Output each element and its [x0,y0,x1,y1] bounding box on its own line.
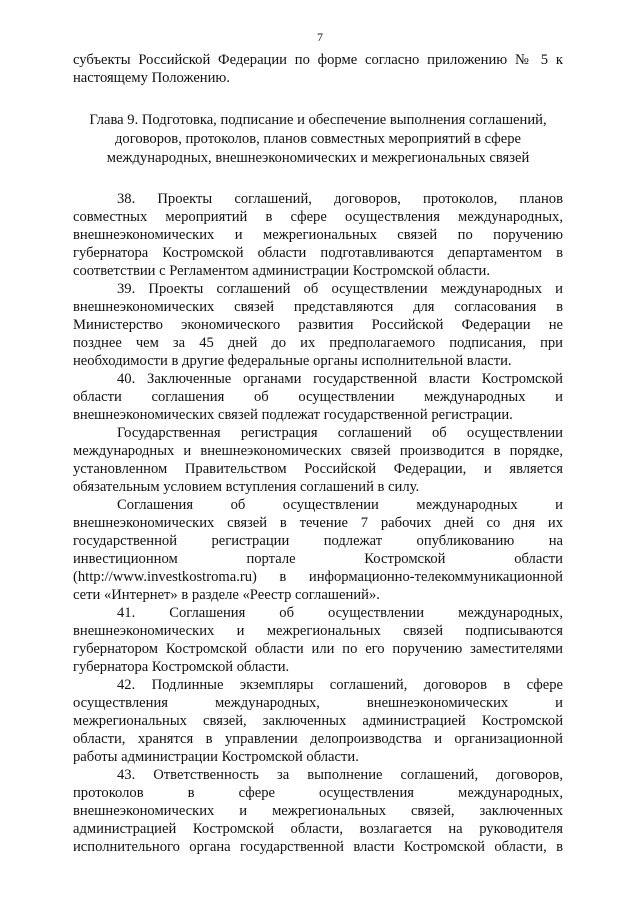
text-line: необходимости в другие федеральные органы исполнительной власти. [73,353,512,369]
text-line: инвестиционном портале Костромской области [73,551,563,567]
text-line: Соглашения об осуществлении международных и [117,497,563,513]
text-line: установленном Правительством Российской Федерации, и является [73,461,563,477]
text-line: администрацией Костромской области, возлагается на руководителя [73,821,563,837]
intro-paragraph [73,51,563,87]
text-line: исполнительного органа государственной власти Костромской области, в [73,839,563,855]
paragraph-state-registration [73,424,563,496]
text-line: губернатором Костромской области или по его поручению заместителями [73,641,563,657]
text-line: 38. Проекты соглашений, договоров, протоколов, планов [117,191,563,207]
text-line: внешнеэкономических и межрегиональных связей по поручению [73,227,563,243]
text-line: международных и внешнеэкономических связей производится в порядке, [73,443,563,459]
text-line: внешнеэкономических связей подлежат государственной регистрации. [73,407,513,423]
text-line: осуществления международных, внешнеэкономических и [73,695,563,711]
text-line: губернатора Костромской области. [73,659,290,675]
text-line: субъекты Российской Федерации по форме согласно приложению № 5 к [73,52,563,68]
text-line: 42. Подлинные экземпляры соглашений, договоров в сфере [117,677,563,693]
paragraph-38 [73,190,563,280]
paragraph-39 [73,280,563,370]
text-line: межрегиональных связей, заключенных администрацией Костромской [73,713,563,729]
chapter-heading [73,111,563,168]
text-line: губернатора Костромской области подготавливаются департаментом в [73,245,563,261]
text-line: внешнеэкономических и межрегиональных связей, заключенных [73,803,563,819]
text-line: области соглашения об осуществлении международных и [73,389,563,405]
text-line: протоколов в сфере осуществления международных, [73,785,563,801]
text-line: внешнеэкономических связей в течение 7 рабочих дней со дня их [73,515,563,531]
text-line: внешнеэкономических и межрегиональных связей подписываются [73,623,563,639]
paragraph-40 [73,370,563,424]
text-line: внешнеэкономических связей представляются для согласования в [73,299,563,315]
text-line: обязательным условием вступления соглашений в силу. [73,479,420,495]
text-line: сети «Интернет» в разделе «Реестр соглашений». [73,587,380,603]
text-line: совместных мероприятий в сфере осуществления международных, [73,209,563,225]
chapter-heading-line: Глава 9. Подготовка, подписание и обеспечение выполнения соглашений, [89,112,547,128]
text-line: государственной регистрации подлежат опубликованию на [73,533,563,549]
paragraph-42 [73,676,563,766]
text-line: соответствии с Регламентом администрации Костромской области. [73,263,490,279]
document-body [73,51,563,856]
text-line: области, хранятся в управлении делопроизводства и организационной [73,731,563,747]
text-line: 43. Ответственность за выполнение соглашений, договоров, [117,767,563,783]
text-line: Государственная регистрация соглашений об осуществлении [117,425,563,441]
text-line: настоящему Положению. [73,70,230,86]
text-line: Министерство экономического развития Российской Федерации не [73,317,563,333]
text-line: 41. Соглашения об осуществлении международных, [117,605,563,621]
text-line: позднее чем за 45 дней до их предполагаемого подписания, при [73,335,563,351]
chapter-heading-line: международных, внешнеэкономических и межрегиональных связей [106,150,530,166]
paragraph-43 [73,766,563,856]
paragraph-publication [73,496,563,604]
text-line: (http://www.investkostroma.ru) в информационно-телекоммуникационной [73,569,563,585]
paragraph-41 [73,604,563,676]
chapter-heading-line: договоров, протоколов, планов совместных мероприятий в сфере [114,131,522,147]
text-line: 40. Заключенные органами государственной власти Костромской [117,371,563,387]
text-line: 39. Проекты соглашений об осуществлении международных и [117,281,563,297]
text-line: работы администрации Костромской области. [73,749,359,765]
page-number: 7 [317,30,323,44]
